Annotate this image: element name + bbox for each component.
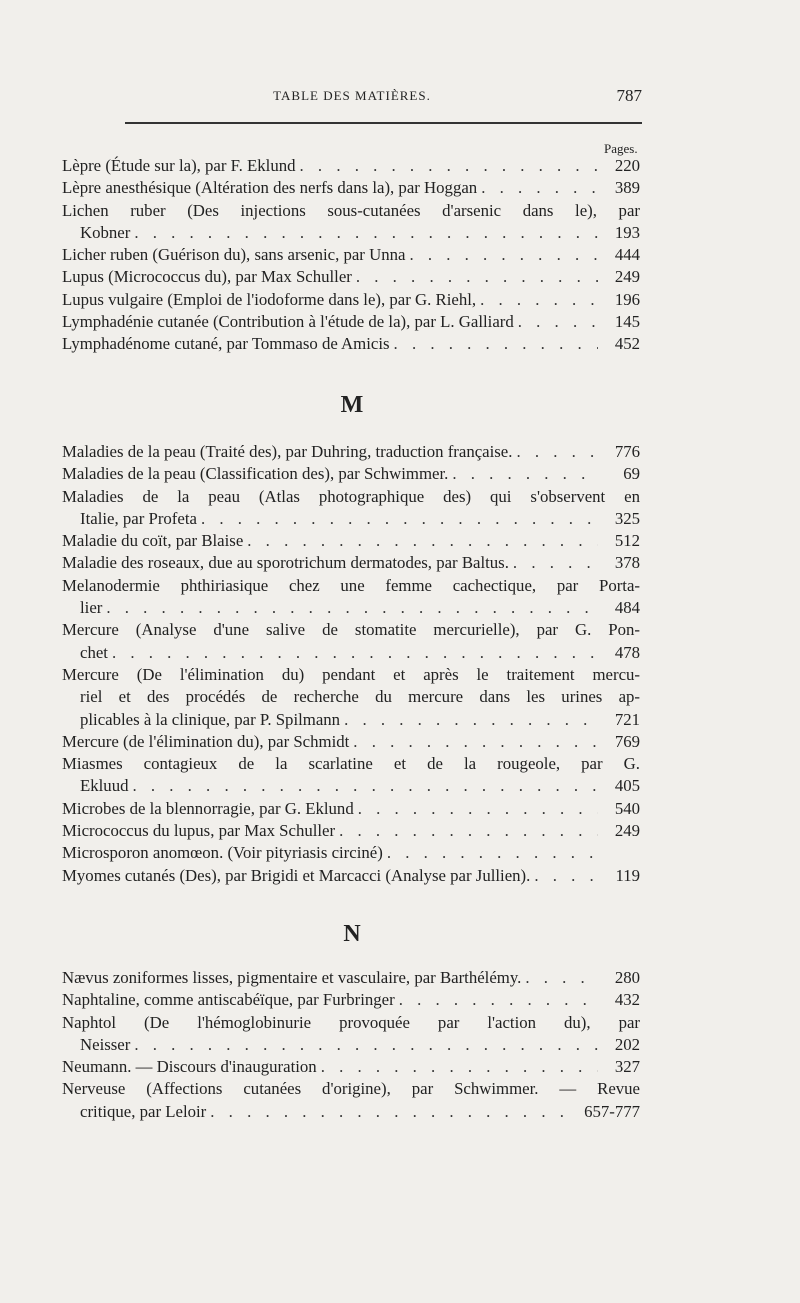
entry-text: Lymphadénie cutanée (Contribution à l'étude de la), par L. Galliard — [62, 312, 514, 332]
index-entry — [62, 753, 640, 798]
index-entry — [62, 1012, 640, 1057]
index-entry — [62, 266, 640, 288]
index-entry — [62, 664, 640, 731]
page-reference: 452 — [614, 334, 640, 354]
entry-last-line — [62, 441, 640, 463]
page-reference: 202 — [614, 1034, 640, 1054]
entry-text: chet — [80, 642, 108, 662]
entry-text: Mercure (de l'élimination du), par Schmidt — [62, 731, 350, 751]
index-entry — [62, 311, 640, 333]
entry-text: Maladies de la peau (Traité des), par Duhring, traduction française. — [62, 442, 513, 461]
entry-last-line — [62, 842, 640, 864]
entry-text-line: Lichen ruber (Des injections sous-cutanées d'arsenic dans le), par — [62, 200, 640, 220]
entry-last-line — [62, 731, 640, 753]
entry-text: Lupus (Micrococcus du), par Max Schuller — [62, 267, 352, 287]
entry-text: Neisser — [80, 1034, 131, 1054]
entry-text: lier — [80, 598, 103, 618]
entry-last-line — [62, 222, 640, 244]
section-letter-n: N — [343, 921, 361, 947]
page-reference: 389 — [614, 178, 640, 198]
index-entry — [62, 967, 640, 989]
entry-last-line — [62, 967, 640, 989]
section-letter-m: M — [340, 392, 364, 418]
entry-text: Lèpre (Étude sur la), par F. Eklund — [62, 156, 296, 175]
entry-text: Microsporon anomœon. (Voir pityriasis circiné) — [62, 843, 383, 863]
dot-leader — [247, 530, 598, 552]
index-entry — [62, 177, 640, 199]
page-reference: 220 — [614, 156, 640, 175]
entry-last-line — [62, 530, 640, 552]
entry-text-line: Maladies de la peau (Atlas photographique des) qui s'observent en — [62, 486, 640, 506]
dot-leader — [112, 642, 598, 664]
page-reference: 432 — [614, 990, 640, 1010]
dot-leader — [480, 289, 598, 311]
index-entry — [62, 530, 640, 552]
entry-text: Nævus zoniformes lisses, pigmentaire et vasculaire, par Barthélémy. — [62, 968, 522, 987]
page-reference: 405 — [614, 776, 640, 796]
dot-leader — [344, 709, 598, 731]
entry-text-line: Naphtol (De l'hémoglobinurie provoquée par l'action du), par — [62, 1012, 640, 1032]
entry-text-line: Miasmes contagieux de la scarlatine et de la rougeole, par G. — [62, 754, 640, 774]
entry-last-line — [62, 597, 640, 619]
index-entry — [62, 989, 640, 1011]
entry-last-line — [62, 333, 640, 355]
entry-text: Lymphadénome cutané, par Tommaso de Amicis — [62, 334, 390, 354]
dot-leader — [300, 155, 598, 177]
entry-last-line — [62, 289, 640, 311]
entry-text: plicables à la clinique, par P. Spilmann — [80, 709, 341, 729]
dot-leader — [356, 266, 598, 288]
dot-leader — [132, 775, 598, 797]
entry-last-line — [62, 1034, 640, 1056]
entry-text: critique, par Leloir — [80, 1101, 207, 1121]
page-reference: 69 — [623, 464, 640, 484]
dot-leader — [525, 967, 598, 989]
dot-leader — [201, 508, 598, 530]
page-reference: 325 — [614, 508, 640, 528]
entry-text-line: Mercure (Analyse d'une salive de stomatite mercurielle), par G. Pon- — [62, 620, 640, 640]
index-entry — [62, 333, 640, 355]
page-reference: 119 — [615, 865, 640, 885]
entry-text: Licher ruben (Guérison du), sans arsenic, par Unna — [62, 245, 406, 265]
entry-last-line — [62, 1056, 640, 1078]
entry-last-line — [62, 989, 640, 1011]
entry-text: Ekluud — [80, 776, 129, 796]
page-reference: 478 — [614, 642, 640, 662]
page-reference: 280 — [614, 968, 640, 987]
dot-leader — [210, 1101, 578, 1123]
dot-leader — [452, 463, 598, 485]
entry-text: Maladies de la peau (Classification des), par Schwimmer. — [62, 464, 449, 484]
entry-text: Lèpre anesthésique (Altération des nerfs dans la), par Hoggan — [62, 178, 478, 198]
entry-last-line — [62, 820, 640, 842]
entry-text: Micrococcus du lupus, par Max Schuller — [62, 821, 336, 841]
index-section-n — [62, 967, 640, 1123]
entry-last-line — [62, 311, 640, 333]
page-reference: 444 — [614, 245, 640, 265]
entry-text: Kobner — [80, 222, 131, 242]
index-entry — [62, 200, 640, 245]
dot-leader — [339, 820, 598, 842]
page-reference: 378 — [614, 553, 640, 573]
dot-leader — [134, 222, 598, 244]
entry-last-line — [62, 775, 640, 797]
entry-last-line — [62, 177, 640, 199]
entry-last-line — [62, 1101, 640, 1123]
page-reference: 484 — [614, 598, 640, 618]
dot-leader — [134, 1034, 598, 1056]
index-entry — [62, 155, 640, 177]
entry-text: Microbes de la blennorragie, par G. Eklund — [62, 798, 354, 818]
index-entry — [62, 731, 640, 753]
index-entry — [62, 289, 640, 311]
page-reference: 249 — [614, 821, 640, 841]
entry-text: Italie, par Profeta — [80, 508, 197, 528]
page-number: 787 — [616, 86, 642, 105]
header-rule — [125, 122, 642, 124]
index-entry — [62, 244, 640, 266]
page-reference: 249 — [614, 267, 640, 287]
entry-text: Maladie des roseaux, due au sporotrichum dermatodes, par Baltus. — [62, 553, 509, 573]
dot-leader — [518, 311, 598, 333]
dot-leader — [353, 731, 598, 753]
entry-text: Myomes cutanés (Des), par Brigidi et Marcacci (Analyse par Jullien). — [62, 865, 531, 885]
page-reference: 196 — [614, 289, 640, 309]
page-reference: 769 — [614, 731, 640, 751]
entry-last-line — [62, 155, 640, 177]
running-title: TABLE DES MATIÈRES. — [273, 88, 431, 103]
dot-leader — [321, 1056, 598, 1078]
dot-leader — [481, 177, 598, 199]
dot-leader — [387, 842, 598, 864]
entry-last-line — [62, 463, 640, 485]
pages-column-label: Pages. — [604, 141, 638, 156]
entry-text: Lupus vulgaire (Emploi de l'iodoforme dans le), par G. Riehl, — [62, 289, 477, 309]
page-reference: 327 — [614, 1057, 640, 1077]
page-reference: 512 — [614, 531, 640, 551]
entry-last-line — [62, 266, 640, 288]
entry-last-line — [62, 865, 640, 887]
page-reference: 776 — [614, 442, 640, 461]
dot-leader — [358, 798, 598, 820]
entry-last-line — [62, 508, 640, 530]
index-entry — [62, 842, 640, 864]
entry-text: Maladie du coït, par Blaise — [62, 531, 244, 551]
index-entry — [62, 441, 640, 463]
dot-leader — [513, 552, 598, 574]
index-entry — [62, 1056, 640, 1078]
running-head — [62, 88, 642, 112]
dot-leader — [409, 244, 598, 266]
entry-last-line — [62, 798, 640, 820]
index-section-l — [62, 155, 640, 356]
entry-last-line — [62, 642, 640, 664]
index-entry — [62, 619, 640, 664]
index-entry — [62, 798, 640, 820]
index-entry — [62, 575, 640, 620]
entry-last-line — [62, 552, 640, 574]
index-entry — [62, 486, 640, 531]
entry-text: Neumann. — Discours d'inauguration — [62, 1057, 317, 1077]
index-entry — [62, 820, 640, 842]
index-entry — [62, 552, 640, 574]
index-section-m — [62, 441, 640, 887]
entry-text-line: Mercure (De l'élimination du) pendant et après le traitement mercu- — [62, 664, 640, 684]
dot-leader — [534, 865, 598, 887]
dot-leader — [394, 333, 598, 355]
index-entry — [62, 865, 640, 887]
page-reference: 721 — [614, 709, 640, 729]
page-reference: 540 — [614, 798, 640, 818]
dot-leader — [516, 441, 598, 463]
page-reference: 657-777 — [584, 1101, 640, 1121]
index-entry — [62, 1078, 640, 1123]
entry-text-line: riel et des procédés de recherche du mercure dans les urines ap- — [80, 687, 640, 707]
index-entry — [62, 463, 640, 485]
dot-leader — [106, 597, 598, 619]
entry-text-line: Melanodermie phthiriasique chez une femme cachectique, par Porta- — [62, 575, 640, 595]
entry-text: Naphtaline, comme antiscabéïque, par Furbringer — [62, 990, 395, 1010]
entry-last-line — [62, 709, 640, 731]
entry-last-line — [62, 244, 640, 266]
page-reference: 193 — [614, 222, 640, 242]
dot-leader — [399, 989, 598, 1011]
page-reference: 145 — [614, 312, 640, 332]
entry-text-line: Nerveuse (Affections cutanées d'origine), par Schwimmer. — Revue — [62, 1079, 640, 1099]
